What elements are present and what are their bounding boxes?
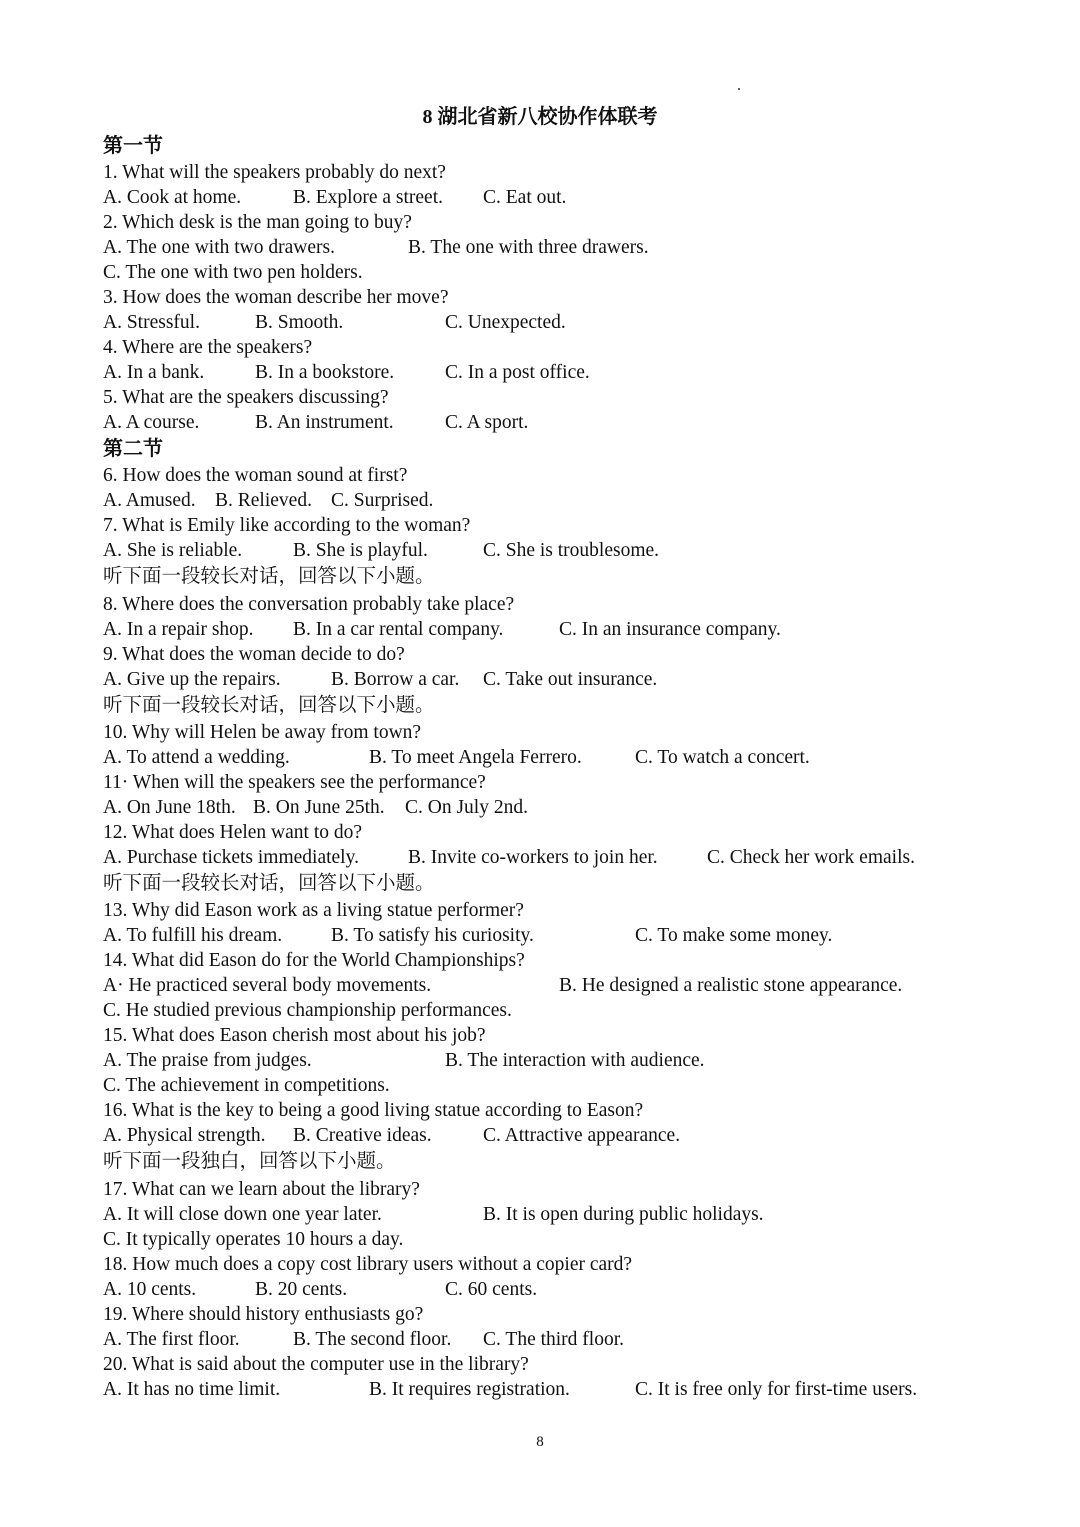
option-a: A. Give up the repairs. [103,669,281,690]
option-a: A· He practiced several body movements. [103,975,432,996]
option-c: C. Attractive appearance. [483,1125,681,1146]
option-c: C. In a post office. [445,362,590,383]
question-20: 20. What is said about the computer use in the library? [103,1354,529,1375]
page-number: 8 [536,1434,544,1450]
option-b: B. The second floor. [293,1329,452,1350]
option-a: A. Physical strength. [103,1125,266,1146]
options-9 [103,667,1003,692]
section-heading-one: 第一节 [103,135,163,157]
question-7: 7. What is Emily like according to the woman? [103,515,471,536]
options-6 [103,488,1003,513]
option-a: A. The praise from judges. [103,1050,312,1071]
page-title: 8 湖北省新八校协作体联考 [422,106,658,128]
option-a: A. Cook at home. [103,187,242,208]
option-a: A. Purchase tickets immediately. [103,847,359,868]
question-13: 13. Why did Eason work as a living statue performer? [103,900,524,921]
option-a: A. She is reliable. [103,540,243,561]
options-14 [103,973,1003,998]
option-b: B. Borrow a car. [331,669,460,690]
options-17 [103,1202,1003,1227]
option-b: B. The interaction with audience. [445,1050,705,1071]
options-11 [103,795,1003,820]
options-3 [103,310,1003,335]
option-b: B. Creative ideas. [293,1125,432,1146]
option-c: C. The achievement in competitions. [103,1075,390,1096]
question-17: 17. What can we learn about the library? [103,1179,420,1200]
option-a: A. To fulfill his dream. [103,925,283,946]
option-c: C. He studied previous championship performances. [103,1000,512,1021]
options-13 [103,923,1003,948]
option-a: A. To attend a wedding. [103,747,290,768]
section-heading-two: 第二节 [103,438,163,460]
question-3: 3. How does the woman describe her move? [103,287,449,308]
option-b: B. In a car rental company. [293,619,504,640]
question-6: 6. How does the woman sound at first? [103,465,408,486]
option-c: C. Take out insurance. [483,669,658,690]
question-8: 8. Where does the conversation probably take place? [103,594,515,615]
options-20 [103,1377,1003,1402]
options-12 [103,845,1003,870]
options-16 [103,1123,1003,1148]
option-b: B. An instrument. [255,412,394,433]
option-c: C. Unexpected. [445,312,566,333]
question-1: 1. What will the speakers probably do next? [103,162,446,183]
question-12: 12. What does Helen want to do? [103,822,363,843]
option-b: B. 20 cents. [255,1279,348,1300]
option-a: A. It will close down one year later. [103,1204,382,1225]
option-a: A. In a bank. [103,362,205,383]
question-11: 11· When will the speakers see the performance? [103,772,486,793]
options-7 [103,538,1003,563]
option-b: B. He designed a realistic stone appearance. [559,975,903,996]
instruction: 听下面一段较长对话，回答以下小题。 [103,695,435,716]
option-a: A. It has no time limit. [103,1379,281,1400]
option-c: C. On July 2nd. [405,797,528,818]
instruction: 听下面一段独白，回答以下小题。 [103,1151,396,1172]
option-b: B. The one with three drawers. [408,237,649,258]
options-2 [103,235,1003,260]
question-10: 10. Why will Helen be away from town? [103,722,422,743]
options-19 [103,1327,1003,1352]
option-a: A. A course. [103,412,200,433]
option-c: C. It typically operates 10 hours a day. [103,1229,404,1250]
question-19: 19. Where should history enthusiasts go? [103,1304,424,1325]
options-8 [103,617,1003,642]
option-c: C. To watch a concert. [635,747,810,768]
option-b: B. In a bookstore. [255,362,395,383]
option-c: C. Check her work emails. [707,847,915,868]
question-15: 15. What does Eason cherish most about his job? [103,1025,486,1046]
question-5: 5. What are the speakers discussing? [103,387,389,408]
option-c: C. It is free only for first-time users. [635,1379,918,1400]
option-a: A. In a repair shop. [103,619,254,640]
option-c: C. In an insurance company. [559,619,781,640]
option-a: A. The one with two drawers. [103,237,335,258]
option-b: B. To satisfy his curiosity. [331,925,534,946]
scan-speck [738,88,740,90]
options-15 [103,1048,1003,1073]
question-14: 14. What did Eason do for the World Championships? [103,950,525,971]
option-b: B. To meet Angela Ferrero. [369,747,582,768]
option-a: A. 10 cents. [103,1279,197,1300]
option-c: C. To make some money. [635,925,833,946]
option-a: A. Amused. [103,490,196,511]
instruction: 听下面一段较长对话，回答以下小题。 [103,873,435,894]
option-c: C. Eat out. [483,187,567,208]
option-b: B. It is open during public holidays. [483,1204,764,1225]
option-a: A. Stressful. [103,312,200,333]
options-5 [103,410,1003,435]
option-a: A. The first floor. [103,1329,240,1350]
question-9: 9. What does the woman decide to do? [103,644,405,665]
question-2: 2. Which desk is the man going to buy? [103,212,412,233]
option-c: C. A sport. [445,412,529,433]
option-b: B. It requires registration. [369,1379,570,1400]
options-4 [103,360,1003,385]
option-b: B. Relieved. [215,490,312,511]
option-b: B. On June 25th. [253,797,385,818]
option-b: B. She is playful. [293,540,428,561]
option-a: A. On June 18th. [103,797,236,818]
option-b: B. Smooth. [255,312,344,333]
option-c: C. She is troublesome. [483,540,660,561]
option-c: C. 60 cents. [445,1279,538,1300]
options-10 [103,745,1003,770]
option-c: C. The one with two pen holders. [103,262,363,283]
option-b: B. Explore a street. [293,187,443,208]
instruction: 听下面一段较长对话，回答以下小题。 [103,566,435,587]
option-c: C. Surprised. [331,490,434,511]
question-16: 16. What is the key to being a good living statue according to Eason? [103,1100,644,1121]
options-1 [103,185,1003,210]
question-18: 18. How much does a copy cost library users without a copier card? [103,1254,633,1275]
question-4: 4. Where are the speakers? [103,337,313,358]
option-b: B. Invite co-workers to join her. [408,847,658,868]
option-c: C. The third floor. [483,1329,625,1350]
options-18 [103,1277,1003,1302]
